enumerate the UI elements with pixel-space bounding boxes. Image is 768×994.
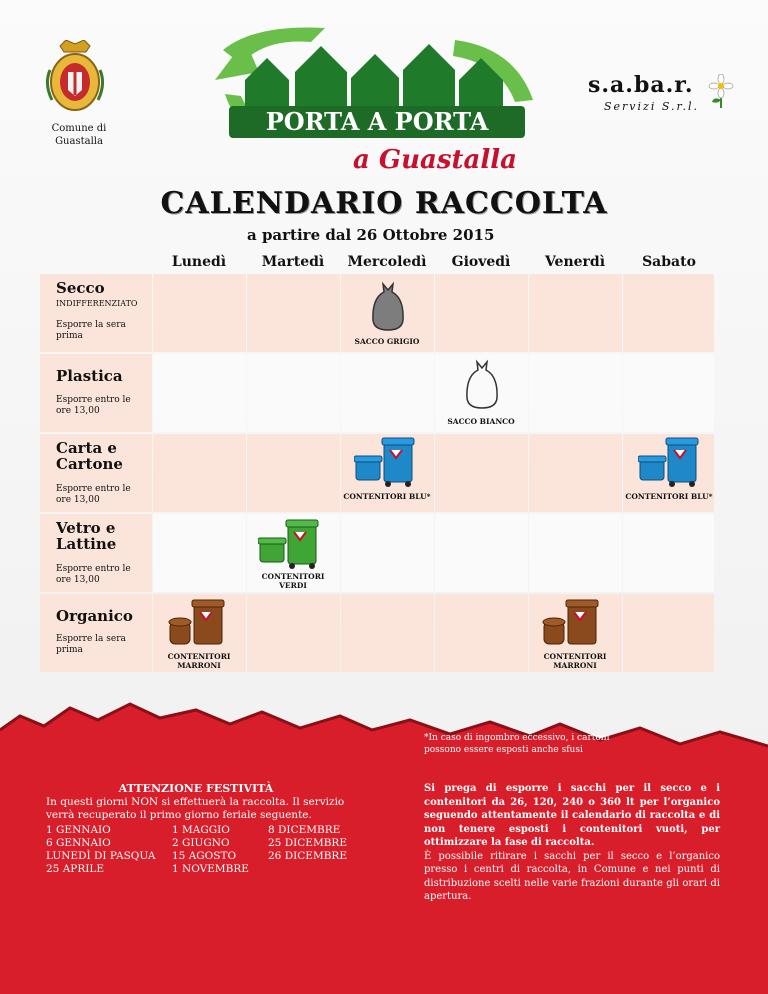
exposure-note: Esporre la sera prima — [56, 634, 126, 655]
item-caption: CONTENITORI BLU* — [343, 492, 431, 501]
exposure-note: Esporre entro le ore 13,00 — [56, 564, 131, 585]
blue-bins-icon — [638, 436, 702, 488]
instructions — [424, 782, 720, 904]
holiday-item: 1 NOVEMBRE — [172, 863, 249, 875]
blue-bins-icon — [354, 436, 418, 488]
day-headers — [0, 254, 768, 272]
comune-label: Comune di Guastalla — [51, 123, 107, 147]
category-label: Carta e Cartone — [56, 439, 123, 473]
sabar-name: s.a.ba.r. — [588, 72, 694, 98]
sabar-logo — [588, 72, 738, 122]
day-header: Mercoledì — [347, 254, 427, 270]
holiday-item: 2 GIUGNO — [172, 837, 230, 849]
holiday-item: 6 GENNAIO — [46, 837, 111, 849]
row-secco — [40, 274, 714, 352]
item-caption: CONTENITORI MARRONI — [167, 652, 231, 670]
holiday-item: 1 GENNAIO — [46, 824, 111, 836]
sabar-sub: Servizi S.r.l. — [604, 100, 700, 113]
day-header: Lunedì — [171, 254, 227, 270]
holidays-col3 — [268, 824, 347, 863]
brown-bins-icon — [540, 598, 604, 650]
footnote: *In caso di ingombro eccessivo, i cartoni possono essere esposti anche sfusi — [424, 733, 610, 755]
category-label: Vetro e Lattine — [56, 519, 117, 553]
day-header: Martedì — [261, 254, 325, 270]
logo-main-text: PORTA A PORTA — [265, 107, 489, 136]
holidays-col2 — [172, 824, 249, 876]
item-caption: CONTENITORI BLU* — [625, 492, 713, 501]
category-label: Plastica — [56, 367, 123, 385]
exposure-note: Esporre entro le ore 13,00 — [56, 484, 131, 505]
row-carta — [40, 434, 714, 512]
page-subtitle: a partire dal 26 Ottobre 2015 — [247, 226, 495, 244]
holidays-col1 — [46, 824, 156, 876]
holidays-title: ATTENZIONE FESTIVITÀ — [118, 782, 274, 795]
instructions-normal: È possibile ritirare i sacchi per il secco e l’organico presso i centri di raccolta, in Comune e nei punti di distribuzione scelti nelle varie frazioni durante gli orari di apertura. — [424, 850, 720, 902]
holidays-text: In questi giorni NON si effettuerà la raccolta. Il servizio verrà recuperato il primo giorno feriale seguente. — [46, 796, 345, 821]
holiday-item: 15 AGOSTO — [172, 850, 237, 862]
porta-a-porta-logo — [215, 20, 545, 180]
category-label: Organico — [56, 607, 133, 625]
holiday-item: 1 MAGGIO — [172, 824, 230, 836]
row-plastica — [40, 354, 714, 432]
day-header: Sabato — [642, 254, 696, 270]
grey-bag-icon — [370, 280, 406, 332]
holiday-item: 25 DICEMBRE — [268, 837, 348, 849]
day-header: Giovedì — [451, 254, 511, 270]
white-bag-icon — [464, 358, 500, 410]
row-vetro — [40, 514, 714, 592]
item-caption: CONTENITORI VERDI — [261, 572, 325, 590]
row-organico — [40, 594, 714, 672]
day-header: Venerdì — [544, 254, 606, 270]
item-caption: SACCO BIANCO — [447, 417, 515, 426]
holiday-item: LUNEDÌ DI PASQUA — [46, 850, 156, 862]
holiday-item: 25 APRILE — [46, 863, 105, 875]
green-bins-icon — [258, 518, 322, 570]
instructions-bold: Si prega di esporre i sacchi per il secco e i contenitori da 26, 120, 240 o 360 lt per l’organico seguendo attentamente il calendario di raccolta e di non tenere esposti i contenitori vuoti, per ottimizzare la fase di raccolta. — [424, 783, 720, 848]
page-title: CALENDARIO RACCOLTA — [160, 186, 608, 221]
category-sublabel: INDIFFERENZIATO — [56, 299, 138, 308]
category-label: Secco — [56, 279, 105, 297]
exposure-note: Esporre la sera prima — [56, 320, 126, 341]
logo-script-text: a Guastalla — [353, 145, 517, 175]
guastalla-crest-icon — [44, 40, 106, 114]
flower-icon — [706, 74, 736, 110]
item-caption: CONTENITORI MARRONI — [543, 652, 607, 670]
exposure-note: Esporre entro le ore 13,00 — [56, 395, 131, 416]
item-caption: SACCO GRIGIO — [354, 337, 420, 346]
holiday-item: 8 DICEMBRE — [268, 824, 341, 836]
brown-bins-icon — [166, 598, 230, 650]
holiday-item: 26 DICEMBRE — [268, 850, 348, 862]
